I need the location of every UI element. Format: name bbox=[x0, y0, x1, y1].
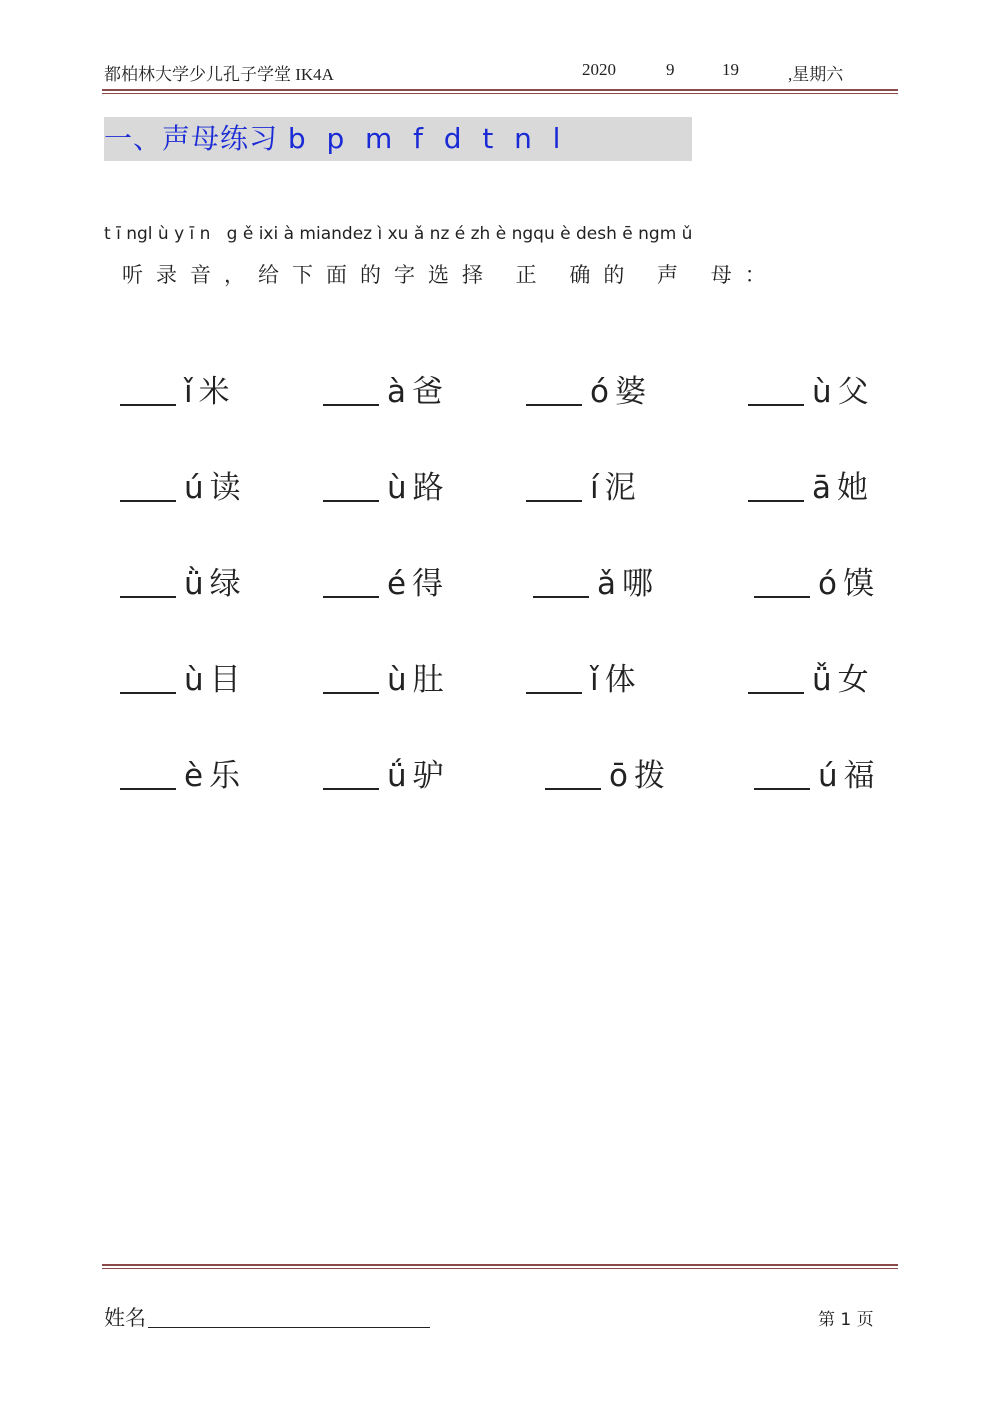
hanzi-character: 爸 bbox=[412, 374, 443, 410]
exercise-item[interactable] bbox=[545, 756, 665, 796]
final-vowel: ǚ bbox=[812, 662, 832, 698]
answer-blank[interactable] bbox=[323, 596, 379, 598]
hanzi-character: 驴 bbox=[412, 758, 444, 794]
exercise-item[interactable] bbox=[120, 564, 241, 604]
exercise-item[interactable] bbox=[120, 372, 230, 412]
answer-blank[interactable] bbox=[545, 788, 601, 790]
hanzi-character: 得 bbox=[412, 566, 444, 602]
exercise-item[interactable] bbox=[120, 468, 241, 508]
school-name: 都柏林大学少儿孔子学堂 IK4A bbox=[104, 65, 334, 84]
final-vowel: ǎ bbox=[597, 566, 616, 602]
exercise-item[interactable] bbox=[754, 756, 875, 796]
final-vowel: ù bbox=[184, 662, 204, 698]
answer-blank[interactable] bbox=[526, 500, 582, 502]
answer-blank[interactable] bbox=[754, 596, 810, 598]
exercise-item[interactable] bbox=[120, 660, 241, 700]
exercise-item[interactable] bbox=[533, 564, 653, 604]
date-weekday: ,星期六 bbox=[788, 65, 844, 84]
name-input-line[interactable] bbox=[148, 1327, 430, 1328]
hanzi-character: 父 bbox=[837, 374, 869, 410]
hanzi-character: 福 bbox=[843, 758, 875, 794]
final-vowel: ō bbox=[609, 758, 628, 794]
answer-blank[interactable] bbox=[323, 788, 379, 790]
exercise-item[interactable] bbox=[526, 372, 646, 412]
hanzi-character: 体 bbox=[604, 662, 636, 698]
final-vowel: ú bbox=[184, 470, 204, 506]
exercise-item[interactable] bbox=[120, 756, 240, 796]
hanzi-character: 女 bbox=[837, 662, 869, 698]
final-vowel: í bbox=[590, 470, 599, 506]
hanzi-character: 肚 bbox=[412, 662, 444, 698]
answer-blank[interactable] bbox=[748, 404, 804, 406]
final-vowel: ó bbox=[590, 374, 609, 410]
final-vowel: ā bbox=[812, 470, 831, 506]
answer-blank[interactable] bbox=[120, 788, 176, 790]
hanzi-character: 拨 bbox=[633, 758, 665, 794]
section-title: 一、声母练习 b p m f d t n l bbox=[104, 117, 692, 161]
date-year: 2020 bbox=[582, 60, 616, 79]
hanzi-character: 她 bbox=[837, 470, 868, 506]
answer-blank[interactable] bbox=[120, 500, 176, 502]
answer-blank[interactable] bbox=[120, 596, 176, 598]
exercise-item[interactable] bbox=[323, 756, 444, 796]
name-label: 姓名 bbox=[104, 1306, 146, 1330]
hanzi-character: 泥 bbox=[604, 470, 636, 506]
exercise-item[interactable] bbox=[323, 372, 443, 412]
exercise-item[interactable] bbox=[526, 660, 636, 700]
header-divider bbox=[102, 89, 898, 94]
final-vowel: ǐ bbox=[590, 662, 599, 698]
answer-blank[interactable] bbox=[120, 404, 176, 406]
exercise-item[interactable] bbox=[323, 468, 444, 508]
hanzi-character: 婆 bbox=[614, 374, 646, 410]
exercise-item[interactable] bbox=[526, 468, 636, 508]
answer-blank[interactable] bbox=[120, 692, 176, 694]
exercise-item[interactable] bbox=[754, 564, 874, 604]
footer-divider bbox=[102, 1264, 898, 1269]
final-vowel: ó bbox=[818, 566, 837, 602]
answer-blank[interactable] bbox=[754, 788, 810, 790]
exercise-item[interactable] bbox=[748, 372, 869, 412]
final-vowel: è bbox=[184, 758, 204, 794]
answer-blank[interactable] bbox=[526, 404, 582, 406]
instruction-text: 听录音，给下面的字选择 正 确的 声 母： bbox=[122, 263, 779, 287]
final-vowel: ù bbox=[387, 662, 407, 698]
hanzi-character: 目 bbox=[209, 662, 241, 698]
date-month: 9 bbox=[666, 60, 675, 79]
instruction-pinyin: t ī ngl ù y ī n g ě ixi à miandez ì xu ǎ nz é zh è ngqu è desh ē ngm ǔ bbox=[104, 224, 693, 244]
name-field bbox=[104, 1302, 430, 1332]
final-vowel: à bbox=[387, 374, 406, 410]
answer-blank[interactable] bbox=[533, 596, 589, 598]
hanzi-character: 乐 bbox=[209, 758, 241, 794]
exercise-item[interactable] bbox=[323, 564, 443, 604]
page-number: 第 1 页 bbox=[818, 1310, 874, 1330]
date-day: 19 bbox=[722, 60, 739, 79]
answer-blank[interactable] bbox=[526, 692, 582, 694]
final-vowel: ǘ bbox=[387, 758, 407, 794]
final-vowel: ǜ bbox=[184, 566, 204, 602]
hanzi-character: 路 bbox=[412, 470, 444, 506]
hanzi-character: 绿 bbox=[209, 566, 241, 602]
answer-blank[interactable] bbox=[323, 500, 379, 502]
final-vowel: é bbox=[387, 566, 407, 602]
hanzi-character: 哪 bbox=[622, 566, 653, 602]
hanzi-character: 米 bbox=[198, 374, 230, 410]
answer-blank[interactable] bbox=[323, 404, 379, 406]
answer-blank[interactable] bbox=[323, 692, 379, 694]
hanzi-character: 馍 bbox=[842, 566, 874, 602]
hanzi-character: 读 bbox=[209, 470, 241, 506]
answer-blank[interactable] bbox=[748, 692, 804, 694]
exercise-item[interactable] bbox=[323, 660, 444, 700]
page-header bbox=[104, 60, 896, 86]
final-vowel: ǐ bbox=[184, 374, 193, 410]
final-vowel: ú bbox=[818, 758, 838, 794]
exercise-item[interactable] bbox=[748, 660, 869, 700]
final-vowel: ù bbox=[812, 374, 832, 410]
final-vowel: ù bbox=[387, 470, 407, 506]
exercise-item[interactable] bbox=[748, 468, 868, 508]
answer-blank[interactable] bbox=[748, 500, 804, 502]
